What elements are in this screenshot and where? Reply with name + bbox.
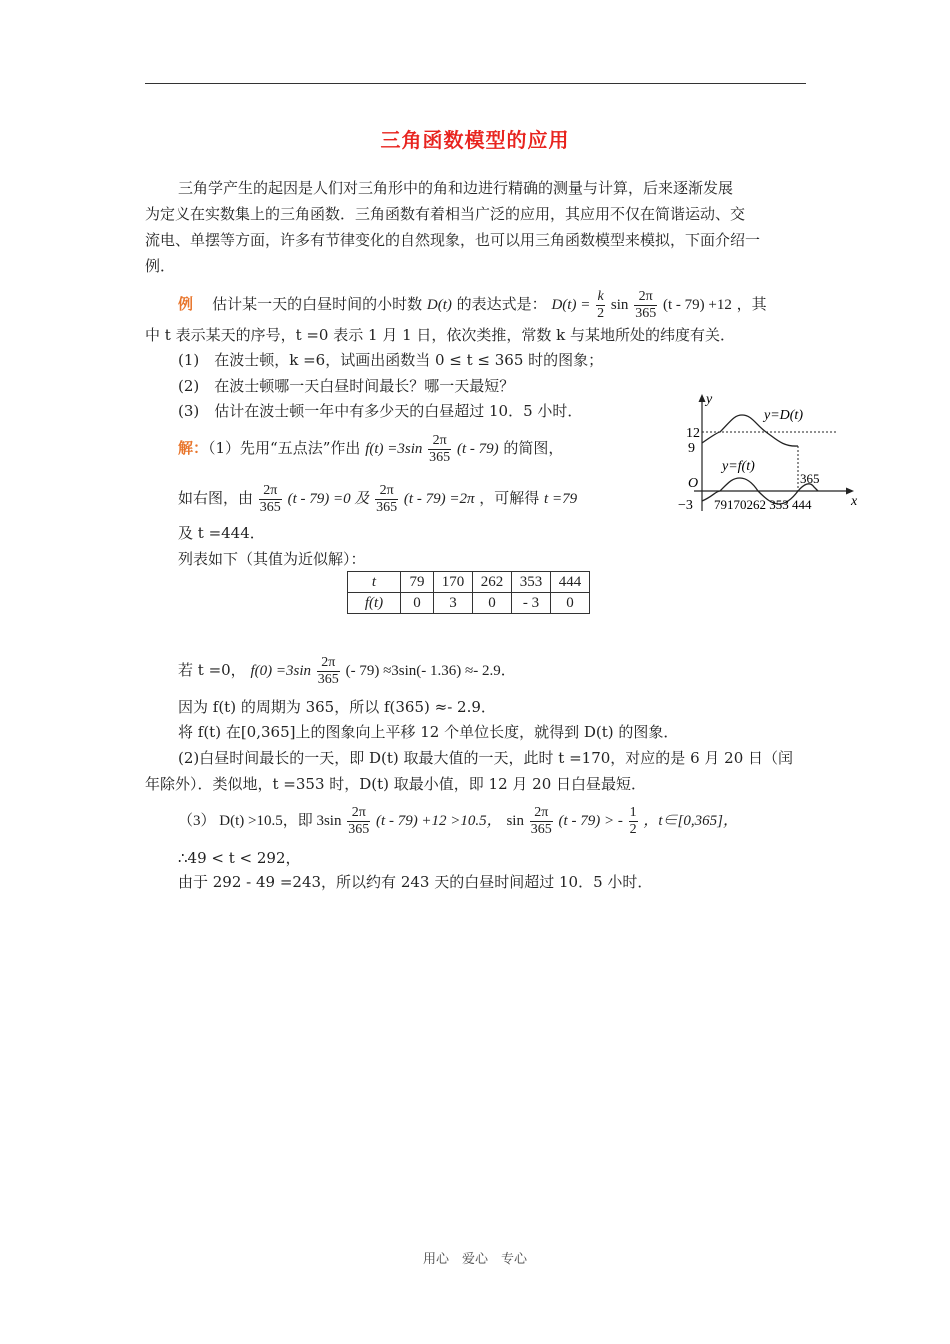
header-rule <box>145 83 806 84</box>
example-line-1: 例 估计某一天的白昼时间的小时数 D(t) 的表达式是： D(t) = $\frac{k}{2}$ sin $\frac{2\pi}{365}$ (t - 79) +12 ，其 <box>178 288 767 321</box>
after-line-6: （3） D(t) >10.5，即 3sin $\frac{2\pi}{365}$ (t - 79) +12 >10.5， sin $\frac{2\pi}{365}$ (t - 79) > - $\frac{1}{2}$ ，t∈[0,365]， <box>178 804 738 837</box>
tick-neg3: −3 <box>678 498 693 513</box>
solution-line-2: 如右图，由 $\frac{2\pi}{365}$ (t - 79) =0 及 $\frac{2\pi}{365}$ (t - 79) =2π ，可解得 t =79 <box>178 482 578 515</box>
fraction-2pi-over-365: $\frac{2\pi}{365}$ <box>376 482 398 515</box>
x-axis-label: x <box>851 494 858 509</box>
solution-line-4: 列表如下（其值为近似解）： <box>178 550 366 568</box>
after-line-7: ∴49 < t < 292， <box>178 849 301 867</box>
label-D: y=D(t) <box>764 408 803 423</box>
fraction-one-half: $\frac{1}{2}$ <box>629 804 637 837</box>
table-cell: 262 <box>473 572 512 593</box>
fraction-2pi-over-365: $\frac{2\pi}{365}$ <box>530 804 552 837</box>
after-line-2: 因为 f(t) 的周期为 365，所以 f(365) ≈- 2.9． <box>178 698 496 716</box>
tick-365: 365 <box>800 471 820 486</box>
fraction-2pi-over-365: $\frac{2\pi}{365}$ <box>348 804 370 837</box>
y-axis-arrow <box>699 394 706 402</box>
after-line-5: 年除外）．类似地，t =353 时，D(t) 取最小值，即 12 月 20 日白昼最短． <box>145 775 647 793</box>
table-cell: 444 <box>551 572 590 593</box>
page-title: 三角函数模型的应用 <box>380 128 570 152</box>
example-label: 例 <box>178 295 194 313</box>
intro-line-4: 例． <box>145 257 176 275</box>
table-cell: f(t) <box>348 593 401 614</box>
question-1: (1) 在波士顿，k =6，试画出函数当 0 ≤ t ≤ 365 时的图象； <box>178 351 604 369</box>
table-row <box>348 572 590 593</box>
table-row <box>348 593 590 614</box>
table-cell: 170 <box>434 572 473 593</box>
solution-line-1: 解：（1）先用“五点法”作出 f(t) =3sin $\frac{2\pi}{365}$ (t - 79) 的简图， <box>178 432 564 465</box>
tick-12: 12 <box>686 426 700 441</box>
table-cell: 0 <box>551 593 590 614</box>
question-2: (2) 在波士顿哪一天白昼时间最长？哪一天最短？ <box>178 377 515 395</box>
fraction-k-over-2: $\frac{k}{2}$ <box>597 288 605 321</box>
x-tick-labels: 79170262 353 444 <box>714 497 812 512</box>
table-cell: 353 <box>512 572 551 593</box>
after-line-3: 将 f(t) 在[0,365]上的图象向上平移 12 个单位长度，就得到 D(t) 的图象． <box>178 723 679 741</box>
table-cell: 3 <box>434 593 473 614</box>
table-cell: - 3 <box>512 593 551 614</box>
table-cell: 0 <box>473 593 512 614</box>
after-line-8: 由于 292 - 49 =243，所以约有 243 天的白昼时间超过 10．5 小时． <box>178 873 653 891</box>
fraction-2pi-over-365: $\frac{2\pi}{365}$ <box>429 432 451 465</box>
fraction-2pi-over-365: $\frac{2\pi}{365}$ <box>317 654 339 687</box>
tick-9: 9 <box>688 441 695 456</box>
origin-label: O <box>688 476 699 491</box>
question-3: (3) 估计在波士顿一年中有多少天的白昼超过 10．5 小时． <box>178 402 583 420</box>
y-axis-label: y <box>706 392 713 407</box>
intro-line-1: 三角学产生的起因是人们对三角形中的角和边进行精确的测量与计算，后来逐渐发展 <box>178 179 734 197</box>
example-line-2: 中 t 表示某天的序号，t =0 表示 1 月 1 日，依次类推，常数 k 与某地所处的纬度有关． <box>145 326 736 344</box>
intro-line-2: 为定义在实数集上的三角函数．三角函数有着相当广泛的应用，其应用不仅在简谐运动、交 <box>145 205 746 223</box>
solution-label: 解： <box>178 439 209 457</box>
table-cell: 79 <box>401 572 434 593</box>
value-table <box>347 571 590 614</box>
table-cell: 0 <box>401 593 434 614</box>
solution-line-3: 及 t =444． <box>178 524 265 542</box>
footer: 用心 爱心 专心 <box>422 1252 527 1267</box>
fraction-2pi-over-365: $\frac{2\pi}{365}$ <box>635 288 657 321</box>
function-graph <box>668 389 868 519</box>
after-line-1: 若 t =0， f(0) =3sin $\frac{2\pi}{365}$ (- 79) ≈3sin(- 1.36) ≈- 2.9． <box>178 654 516 687</box>
label-f: y=f(t) <box>722 459 755 474</box>
intro-line-3: 流电、单摆等方面，许多有节律变化的自然现象，也可以用三角函数模型来模拟，下面介绍一 <box>145 231 761 249</box>
fraction-2pi-over-365: $\frac{2\pi}{365}$ <box>259 482 281 515</box>
after-line-4: (2)白昼时间最长的一天，即 D(t) 取最大值的一天，此时 t =170，对应的是 6 月 20 日（闰 <box>178 749 794 767</box>
table-cell: t <box>348 572 401 593</box>
